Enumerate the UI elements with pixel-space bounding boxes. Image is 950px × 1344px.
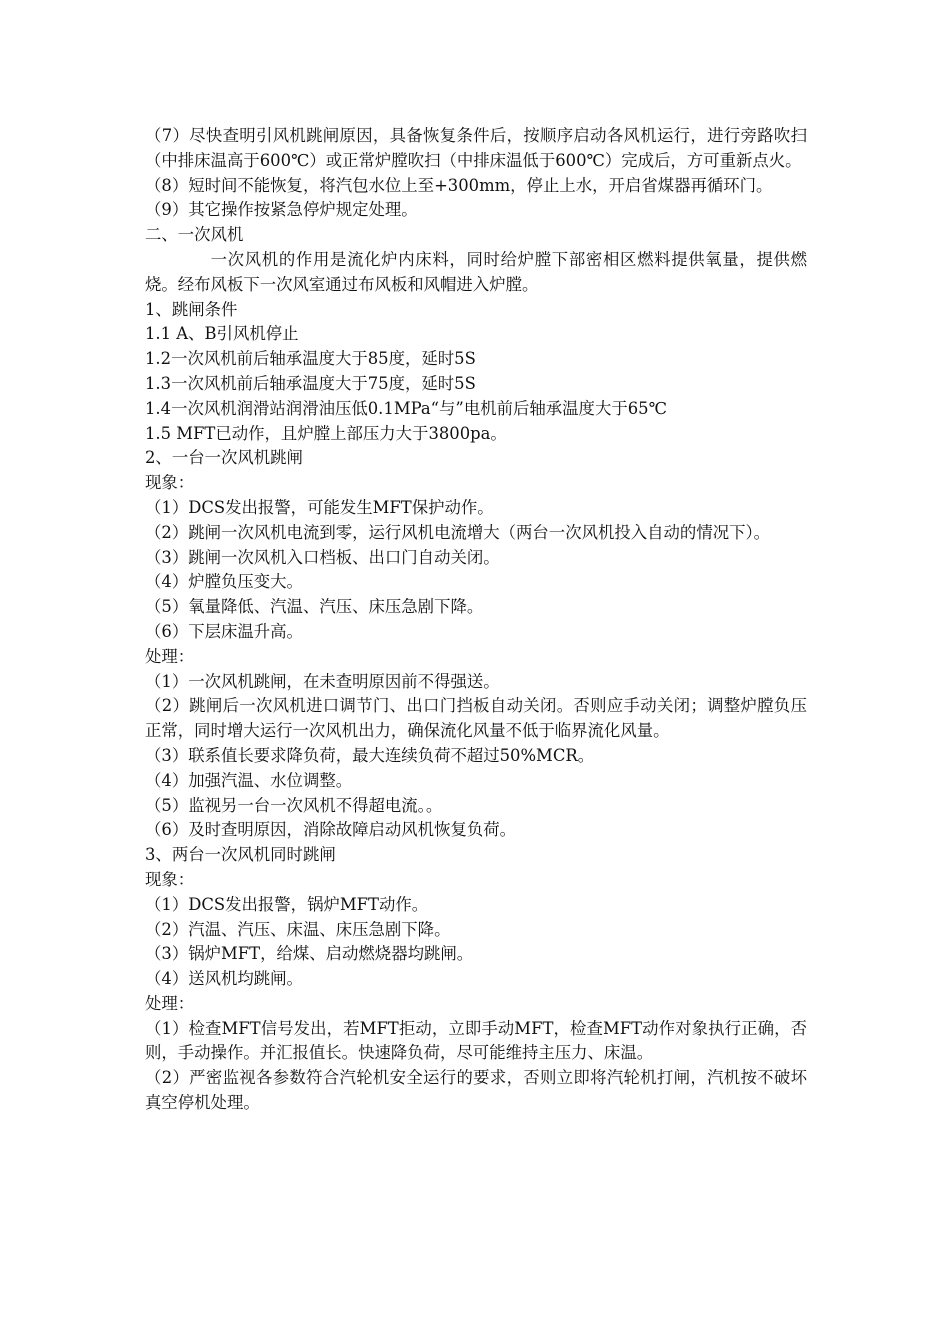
paragraph-28: 现象： <box>145 869 195 889</box>
paragraph-31: （3）锅炉MFT，给煤、启动燃烧器均跳闸。 <box>145 944 474 964</box>
paragraph-23: （3）联系值长要求降负荷，最大连续负荷不超过50%MCR。 <box>145 745 595 765</box>
paragraph-8: 1.2一次风机前后轴承温度大于85度，延时5S <box>145 349 476 369</box>
paragraph-4: 二、一次风机 <box>145 225 244 245</box>
paragraph-19: （6）下层床温升高。 <box>145 621 303 641</box>
paragraph-35: （2）严密监视各参数符合汽轮机安全运行的要求，否则立即将汽轮机打闸，汽机按不破坏真空停机处理。 <box>145 1068 807 1113</box>
paragraph-27: 3、两台一次风机同时跳闸 <box>145 845 336 865</box>
paragraph-24: （4）加强汽温、水位调整。 <box>145 770 353 790</box>
paragraph-18: （5）氧量降低、汽温、汽压、床压急剧下降。 <box>145 597 484 617</box>
paragraph-22: （2）跳闸后一次风机进口调节门、出口门挡板自动关闭。否则应手动关闭；调整炉膛负压正常，同时增大运行一次风机出力，确保流化风量不低于临界流化风量。 <box>145 696 807 741</box>
paragraph-16: （3）跳闸一次风机入口档板、出口门自动关闭。 <box>145 547 500 567</box>
paragraph-12: 2、一台一次风机跳闸 <box>145 448 303 468</box>
paragraph-30: （2）汽温、汽压、床温、床压急剧下降。 <box>145 919 451 939</box>
paragraph-13: 现象： <box>145 473 195 493</box>
document-page <box>145 124 807 1116</box>
paragraph-14: （1）DCS发出报警，可能发生MFT保护动作。 <box>145 497 494 517</box>
paragraph-7: 1.1 A、B引风机停止 <box>145 324 299 344</box>
paragraph-32: （4）送风机均跳闸。 <box>145 969 303 989</box>
paragraph-26: （6）及时查明原因，消除故障启动风机恢复负荷。 <box>145 820 517 840</box>
paragraph-17: （4）炉膛负压变大。 <box>145 572 303 592</box>
paragraph-20: 处理： <box>145 646 195 666</box>
paragraph-33: 处理： <box>145 993 195 1013</box>
paragraph-1: （7）尽快查明引风机跳闸原因，具备恢复条件后，按顺序启动各风机运行，进行旁路吹扫（中排床温高于600℃）或正常炉膛吹扫（中排床温低于600℃）完成后，方可重新点火。 <box>145 126 807 170</box>
paragraph-34: （1）检查MFT信号发出，若MFT拒动，立即手动MFT，检查MFT动作对象执行正确，否则，手动操作。并汇报值长。快速降负荷，尽可能维持主压力、床温。 <box>145 1018 807 1063</box>
paragraph-25: （5）监视另一台一次风机不得超电流。。 <box>145 795 443 815</box>
paragraph-29: （1）DCS发出报警，锅炉MFT动作。 <box>145 894 429 914</box>
paragraph-11: 1.5 MFT已动作，且炉膛上部压力大于3800pa。 <box>145 423 507 443</box>
paragraph-6: 1、跳闸条件 <box>145 299 238 319</box>
paragraph-2: （8）短时间不能恢复，将汽包水位上至+300mm，停止上水，开启省煤器再循环门。 <box>145 175 773 195</box>
paragraph-9: 1.3一次风机前后轴承温度大于75度，延时5S <box>145 373 476 393</box>
paragraph-5: 一次风机的作用是流化炉内床料，同时给炉膛下部密相区燃料提供氧量，提供燃烧。经布风板下一次风室通过布风板和风帽进入炉膛。 <box>145 249 807 294</box>
paragraph-15: （2）跳闸一次风机电流到零，运行风机电流增大（两台一次风机投入自动的情况下）。 <box>145 522 771 542</box>
paragraph-21: （1）一次风机跳闸，在未查明原因前不得强送。 <box>145 671 500 691</box>
paragraph-10: 1.4一次风机润滑站润滑油压低0.1MPa“与”电机前后轴承温度大于65℃ <box>145 398 667 418</box>
paragraph-3: （9）其它操作按紧急停炉规定处理。 <box>145 200 418 220</box>
